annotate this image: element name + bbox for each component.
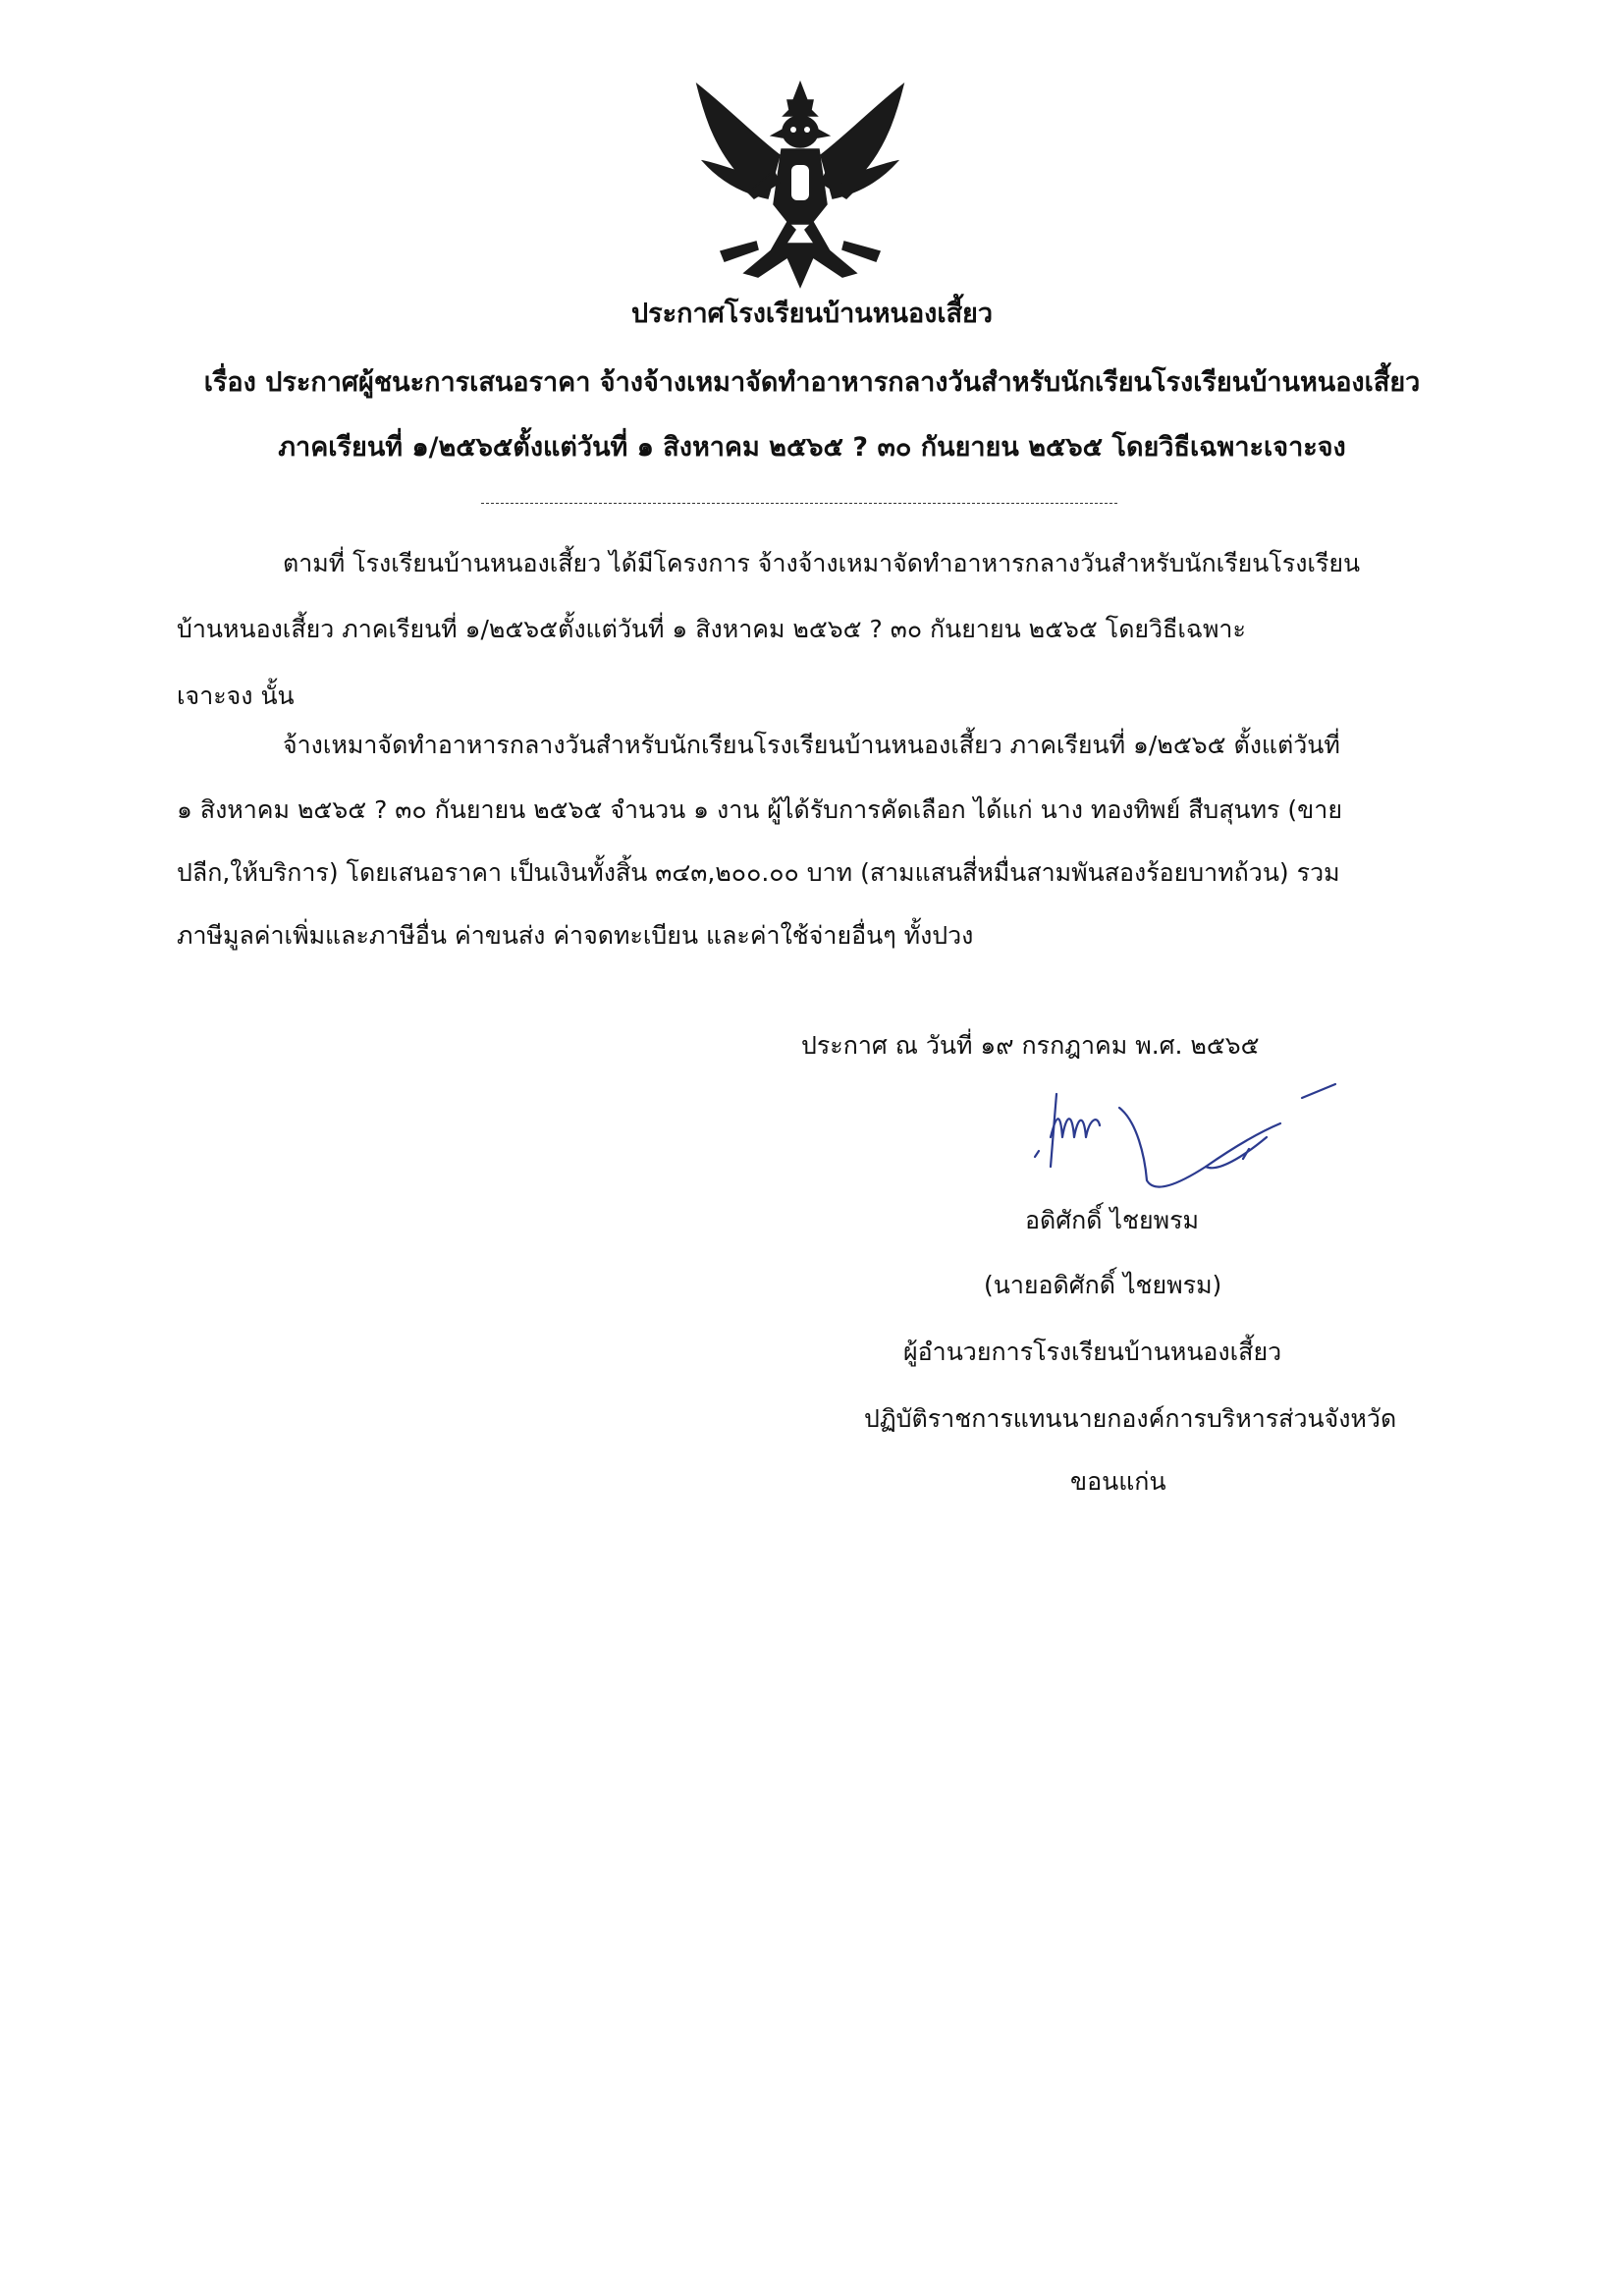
garuda-emblem-icon <box>685 77 915 295</box>
signer-position: ผู้อำนวยการโรงเรียนบ้านหนองเสี้ยว <box>903 1338 1282 1366</box>
signer-full-name: (นายอดิศักดิ์ ไชยพรม) <box>984 1271 1222 1299</box>
document-subject: เรื่อง ประกาศผู้ชนะการเสนอราคา จ้างจ้างเหมาจัดทำอาหารกลางวันสำหรับนักเรียนโรงเรียนบ้านหนองเสี้ยว <box>203 367 1421 398</box>
paragraph-2-line-4: ภาษีมูลค่าเพิ่มและภาษีอื่น ค่าขนส่ง ค่าจดทะเบียน และค่าใช้จ่ายอื่นๆ ทั้งปวง <box>177 921 974 950</box>
document-title: ประกาศโรงเรียนบ้านหนองเสี้ยว <box>630 299 994 329</box>
paragraph-2-line-1: จ้างเหมาจัดทำอาหารกลางวันสำหรับนักเรียนโรงเรียนบ้านหนองเสี้ยว ภาคเรียนที่ ๑/๒๕๖๕ ตั้งแต่วันที่ <box>283 731 1340 759</box>
document-subject-continued: ภาคเรียนที่ ๑/๒๕๖๕ตั้งแต่วันที่ ๑ สิงหาคม ๒๕๖๕ ? ๓๐ กันยายน ๒๕๖๕ โดยวิธีเฉพาะเจาะจง <box>278 432 1346 463</box>
paragraph-2-line-2: ๑ สิงหาคม ๒๕๖๕ ? ๓๐ กันยายน ๒๕๖๕ จำนวน ๑ งาน ผู้ได้รับการคัดเลือก ได้แก่ นาง ทองทิพย์ สืบสุนทร (ขาย <box>177 795 1342 824</box>
paragraph-1-line-3: เจาะจง นั้น <box>177 682 295 710</box>
signer-signed-name: อดิศักดิ์ ไชยพรม <box>1025 1206 1200 1234</box>
heading-divider <box>481 503 1117 504</box>
paragraph-1-line-2: บ้านหนองเสี้ยว ภาคเรียนที่ ๑/๒๕๖๕ตั้งแต่วันที่ ๑ สิงหาคม ๒๕๖๕ ? ๓๐ กันยายน ๒๕๖๕ โดยวิธีเฉพาะ <box>177 615 1246 643</box>
paragraph-1-line-1: ตามที่ โรงเรียนบ้านหนองเสี้ยว ได้มีโครงการ จ้างจ้างเหมาจัดทำอาหารกลางวันสำหรับนักเรียนโรงเรียน <box>283 549 1361 577</box>
signer-acting-title: ปฏิบัติราชการแทนนายกองค์การบริหารส่วนจังหวัด <box>864 1404 1397 1433</box>
handwritten-signature-icon <box>1021 1078 1355 1216</box>
paragraph-2-line-3: ปลีก,ให้บริการ) โดยเสนอราคา เป็นเงินทั้งสิ้น ๓๔๓,๒๐๐.๐๐ บาท (สามแสนสี่หมื่นสามพันสองร้อยบาทถ้วน) รวม <box>177 858 1340 887</box>
announcement-date: ประกาศ ณ วันที่ ๑๙ กรกฎาคม พ.ศ. ๒๕๖๕ <box>801 1031 1260 1060</box>
signer-province: ขอนแก่น <box>1070 1467 1166 1496</box>
